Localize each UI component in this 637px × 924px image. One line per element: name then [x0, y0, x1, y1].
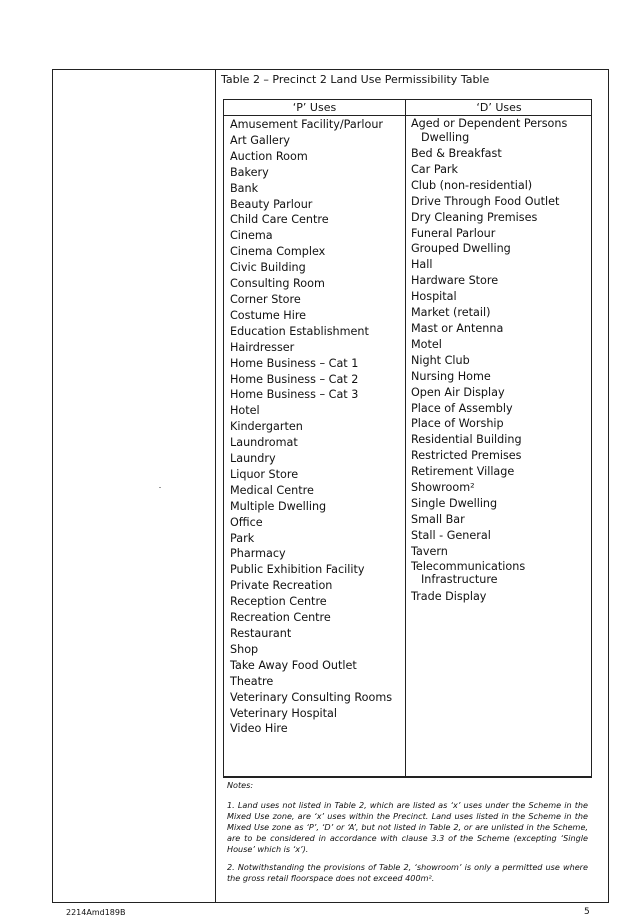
d-item: Restricted Premises	[411, 449, 522, 463]
d-item: Retirement Village	[411, 465, 515, 479]
p-item: Kindergarten	[230, 420, 303, 434]
p-item: Consulting Room	[230, 277, 325, 291]
p-item: Pharmacy	[230, 547, 286, 561]
p-uses-list	[230, 117, 402, 737]
scan-speck	[159, 487, 161, 488]
uses-table	[223, 99, 592, 777]
notes-label: Notes:	[227, 780, 254, 790]
wrap-line-1: Telecommunications	[411, 559, 526, 573]
p-item: Amusement Facility/Parlour	[230, 118, 384, 131]
d-item: Club (non-residential)	[411, 178, 533, 192]
d-item: Small Bar	[411, 512, 465, 526]
p-item: Video Hire	[230, 722, 288, 736]
d-item: Trade Display	[411, 589, 487, 603]
p-item: Reception Centre	[230, 595, 327, 609]
p-item: Cinema Complex	[230, 245, 326, 259]
p-item: Cinema	[230, 229, 273, 243]
d-item: Place of Assembly	[411, 401, 513, 415]
note-1: 1. Land uses not listed in Table 2, which are listed as ‘x’ uses under the Scheme in the Mixed Use zone, are ‘x’ uses within the Precinct. Land uses listed in the Scheme in the Mixed Use zone as ‘P’, ‘D’ or ‘A’, but not listed in Table 2, or are unlisted in the Scheme, are to be considered in accordance with clause 3.3 of the Scheme (excepting ‘Single House’ which is ‘x’).	[227, 800, 588, 854]
d-item: Showroom²	[411, 481, 475, 495]
p-item: Public Exhibition Facility	[230, 563, 365, 577]
d-item: Nursing Home	[411, 369, 491, 383]
p-item: Laundromat	[230, 436, 298, 450]
d-item: Hospital	[411, 290, 457, 304]
p-item: Costume Hire	[230, 308, 307, 322]
p-item: Park	[230, 531, 255, 545]
wrap-line-2: Dwelling	[421, 130, 470, 144]
p-item: Theatre	[230, 674, 274, 688]
p-item: Civic Building	[230, 261, 306, 275]
p-item: Take Away Food Outlet	[230, 658, 357, 672]
p-item: Hairdresser	[230, 340, 295, 354]
p-uses-header: ‘P’ Uses	[292, 101, 337, 114]
p-item: Auction Room	[230, 149, 308, 163]
p-item: Home Business – Cat 2	[230, 372, 359, 386]
p-item: Liquor Store	[230, 467, 299, 481]
p-item: Medical Centre	[230, 483, 314, 497]
d-item: Grouped Dwelling	[411, 242, 511, 256]
wrap-line-1: Aged or Dependent Persons	[411, 117, 568, 130]
d-item: Single Dwelling	[411, 496, 498, 510]
d-item: Dry Cleaning Premises	[411, 210, 538, 224]
p-item: Hotel	[230, 404, 260, 418]
wrap-line-2: Infrastructure	[421, 573, 498, 587]
p-item: Beauty Parlour	[230, 197, 313, 211]
page-frame	[52, 69, 609, 903]
p-item: Bakery	[230, 165, 269, 179]
d-item: Funeral Parlour	[411, 226, 496, 240]
p-item: Child Care Centre	[230, 213, 329, 227]
d-item: Motel	[411, 337, 442, 351]
d-item: Residential Building	[411, 433, 522, 447]
p-item: Corner Store	[230, 292, 301, 306]
d-item: Hall	[411, 258, 433, 272]
d-item	[411, 560, 589, 587]
document-reference: 2214Amd189B	[66, 908, 126, 917]
p-item: Office	[230, 515, 263, 529]
d-uses-list	[411, 117, 589, 604]
p-item: Veterinary Hospital	[230, 706, 338, 720]
p-item: Private Recreation	[230, 579, 333, 593]
p-item: Bank	[230, 181, 259, 195]
d-item: Market (retail)	[411, 306, 491, 320]
d-item: Open Air Display	[411, 385, 505, 399]
notes-section	[223, 778, 592, 891]
d-item: Night Club	[411, 353, 470, 367]
p-item: Restaurant	[230, 627, 292, 640]
column-divider	[405, 100, 406, 776]
d-item: Mast or Antenna	[411, 321, 504, 335]
d-item: Stall - General	[411, 528, 491, 542]
p-item: Recreation Centre	[230, 611, 331, 625]
p-item: Education Establishment	[230, 324, 369, 338]
p-item: Home Business – Cat 3	[230, 388, 359, 402]
left-margin-column	[53, 70, 216, 902]
p-item: Veterinary Consulting Rooms	[230, 690, 393, 704]
page-number: 5	[584, 907, 590, 917]
d-item: Drive Through Food Outlet	[411, 194, 560, 208]
p-item: Shop	[230, 642, 259, 656]
header-rule	[224, 115, 591, 116]
d-item	[411, 117, 589, 144]
table-title: Table 2 – Precinct 2 Land Use Permissibility Table	[221, 73, 490, 86]
p-item: Multiple Dwelling	[230, 499, 327, 513]
note-2: 2. Notwithstanding the provisions of Table 2, ‘showroom’ is only a permitted use where the gross retail floorspace does not exceed 400m².	[227, 862, 588, 883]
d-item: Car Park	[411, 162, 459, 176]
p-item: Laundry	[230, 452, 276, 466]
d-item: Bed & Breakfast	[411, 147, 502, 160]
d-item: Tavern	[411, 544, 448, 558]
p-item: Home Business – Cat 1	[230, 356, 359, 370]
d-uses-header: ‘D’ Uses	[476, 101, 522, 114]
d-item: Hardware Store	[411, 274, 499, 288]
d-item: Place of Worship	[411, 417, 504, 431]
p-item: Art Gallery	[230, 133, 291, 147]
